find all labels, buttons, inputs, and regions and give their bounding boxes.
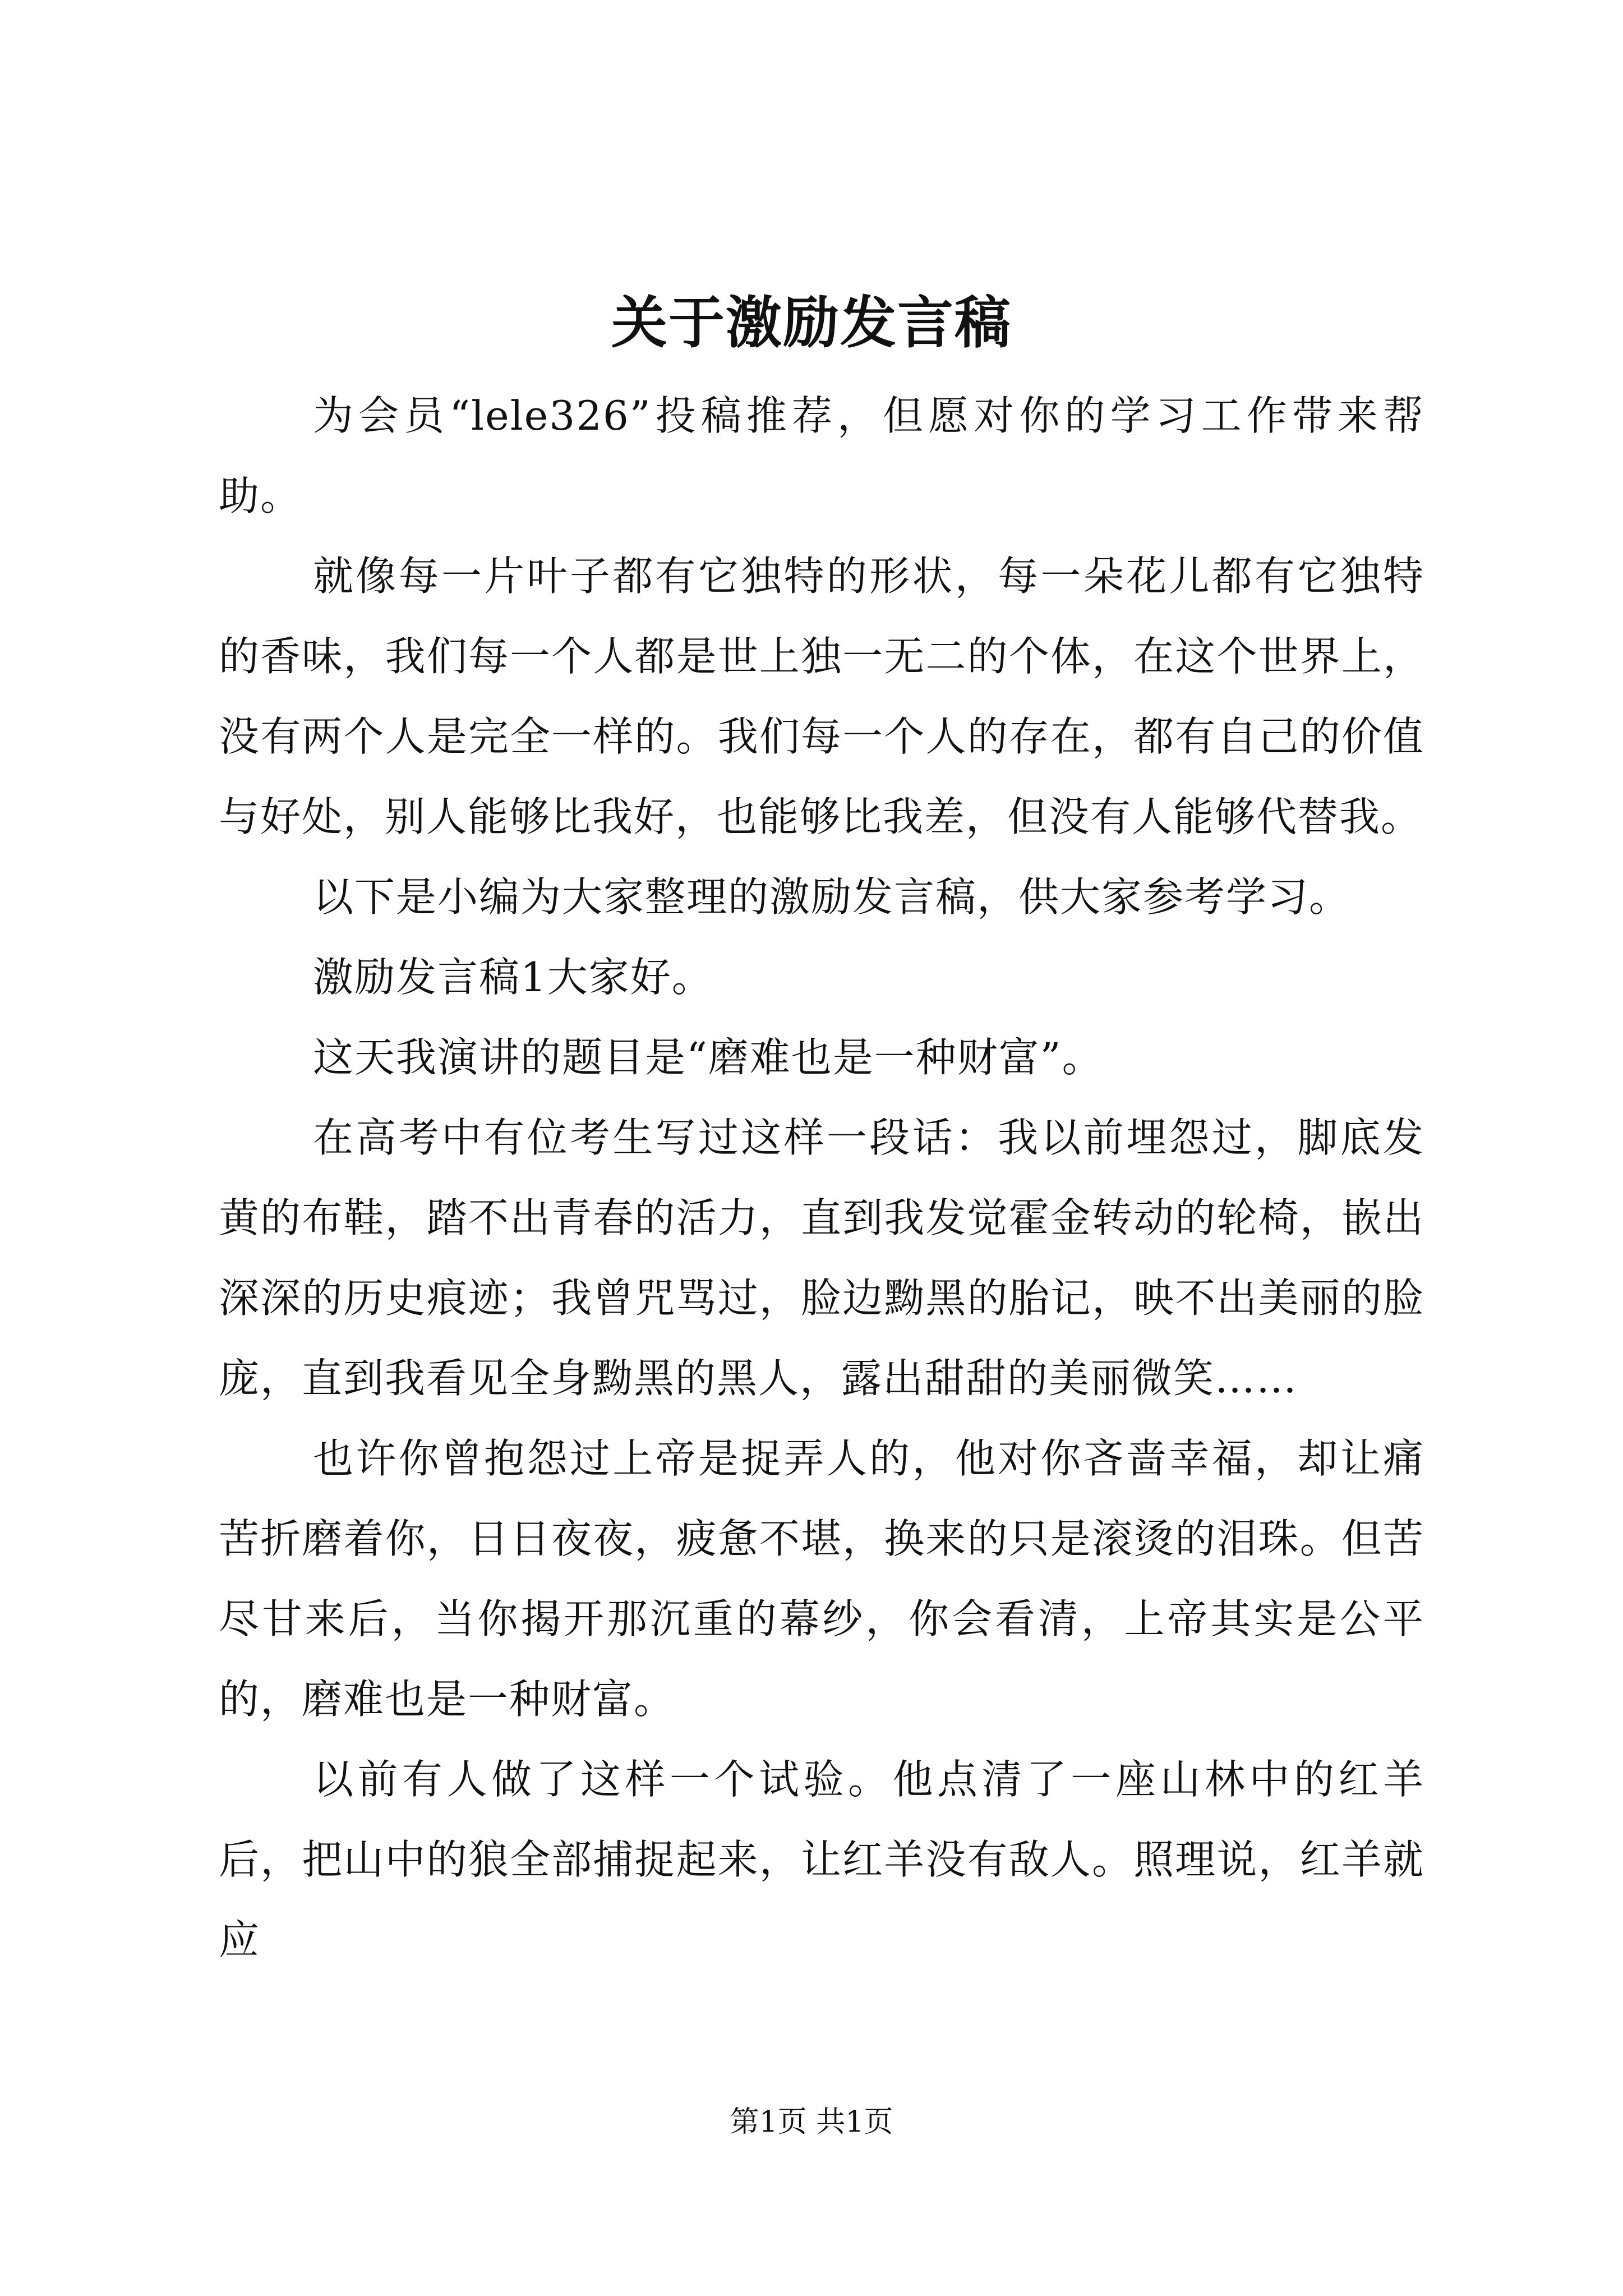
- paragraph: 以前有人做了这样一个试验。他点清了一座山林中的红羊后，把山中的狼全部捕捉起来，让红羊没有敌人。照理说，红羊就应: [219, 1756, 1424, 1963]
- paragraph: 激励发言稿1大家好。: [313, 954, 713, 1001]
- paragraph: 在高考中有位考生写过这样一段话：我以前埋怨过，脚底发黄的布鞋，踏不出青春的活力，直到我发觉霍金转动的轮椅，嵌出深深的历史痕迹；我曾咒骂过，脸边黝黑的胎记，映不出美丽的脸庞，直到我看见全身黝黑的黑人，露出甜甜的美丽微笑……: [219, 1114, 1424, 1402]
- page-footer: 第1页 共1页: [730, 2105, 893, 2139]
- paragraph: 为会员“lele326”投稿推荐，但愿对你的学习工作带来帮助。: [219, 392, 1424, 519]
- paragraph: 以下是小编为大家整理的激励发言稿，供大家参考学习。: [313, 873, 1351, 921]
- document-title: 关于激励发言稿: [611, 289, 1012, 356]
- document-body: [219, 376, 1424, 1980]
- paragraph: 也许你曾抱怨过上帝是捉弄人的，他对你吝啬幸福，却让痛苦折磨着你，日日夜夜，疲惫不堪，换来的只是滚烫的泪珠。但苦尽甘来后，当你揭开那沉重的幕纱，你会看清，上帝其实是公平的，磨难也是一种财富。: [219, 1435, 1424, 1723]
- paragraph: 这天我演讲的题目是“磨难也是一种财富”。: [313, 1034, 1104, 1081]
- paragraph: 就像每一片叶子都有它独特的形状，每一朵花儿都有它独特的香味，我们每一个人都是世上独一无二的个体，在这个世界上，没有两个人是完全一样的。我们每一个人的存在，都有自己的价值与好处，别人能够比我好，也能够比我差，但没有人能够代替我。: [219, 553, 1424, 840]
